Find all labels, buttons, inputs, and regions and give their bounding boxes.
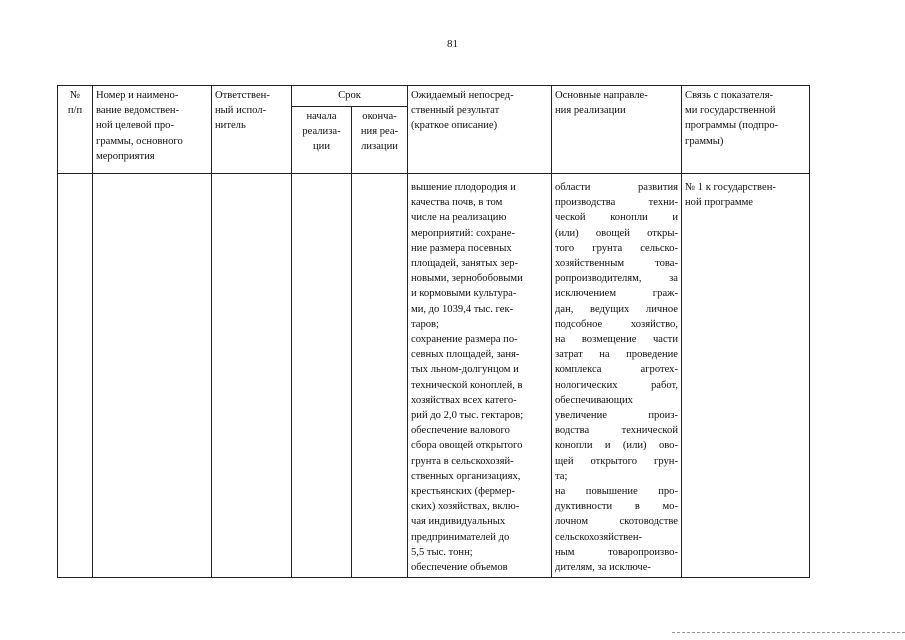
text-line: ственных организациях, (411, 470, 521, 482)
cell-responsible (212, 174, 292, 578)
cell-indicator-link (682, 174, 810, 578)
text-line: севных площадей, заня- (411, 349, 520, 361)
text-line: грунта в сельскохозяй- (411, 455, 514, 467)
text-line: затрат на проведение (555, 349, 678, 361)
text-line: таров; (411, 318, 440, 330)
text-line: ми, до 1039,4 тыс. гек- (411, 303, 514, 315)
cell-end (352, 174, 408, 578)
text-line: (или) овощей откры- (555, 227, 678, 239)
text-line: области развития (555, 182, 678, 193)
text-line: ние размера посевных (411, 242, 512, 254)
text-line: сохранение размера по- (411, 334, 518, 346)
text-line: ских) хозяйствах, вклю- (411, 501, 520, 513)
text-line: качества почв, в том (411, 197, 503, 209)
text-line: рий до 2,0 тыс. гектаров; (411, 410, 524, 422)
text-line: дуктивности в мо- (555, 501, 678, 513)
table-row (58, 174, 810, 578)
header-end: оконча- ния реа- лизации (352, 107, 408, 174)
text-line: мероприятий: сохране- (411, 227, 515, 239)
text-line: та; (555, 470, 568, 482)
text-line: лочном скотоводстве (555, 516, 678, 528)
text-line: нологических работ, (555, 379, 678, 391)
program-activities-table (57, 85, 810, 578)
cell-program-name (93, 174, 212, 578)
text-line: сельскохозяйствен- (555, 531, 643, 543)
cell-start (292, 174, 352, 578)
text-line: комплекса агротех- (555, 364, 678, 376)
text-line: обеспечение валового (411, 425, 510, 437)
text-line: увеличение произ- (555, 410, 678, 422)
text-line: сбора овощей открытого (411, 440, 523, 452)
text-line: новыми, зернобобовыми (411, 273, 523, 285)
text-line: ческой конопли и (555, 212, 678, 224)
text-line: дан, ведущих личное (555, 303, 678, 315)
text-line: конопли и (или) ово- (555, 440, 678, 452)
text-line: тых льном-долгунцом и (411, 364, 519, 376)
header-directions: Основные направле- ния реализации (552, 86, 682, 174)
text-line: на возмещение части (555, 334, 678, 346)
page-number: 81 (447, 38, 458, 50)
text-line: водства технической (555, 425, 678, 437)
text-line: 5,5 тыс. тонн; (411, 546, 473, 558)
header-term: Срок (292, 86, 408, 107)
header-row (58, 86, 810, 107)
text-line: обеспечивающих (555, 394, 633, 406)
text-line: ропроизводителям, за (555, 273, 678, 285)
text-line: исключением граж- (555, 288, 678, 300)
header-expected-result: Ожидаемый непосред- ственный результат (краткое описание) (408, 86, 552, 174)
text-line: на повышение про- (555, 486, 678, 498)
text-line: крестьянских (фермер- (411, 486, 516, 498)
text-line: хозяйствах всех катего- (411, 394, 517, 406)
text-line: щей открытого грун- (555, 455, 678, 467)
text-line: того грунта сельско- (555, 242, 678, 254)
text-line: и кормовыми культура- (411, 288, 517, 300)
text-line: ным товаропроизво- (555, 546, 678, 558)
text-line: подсобное хозяйство, (555, 318, 678, 330)
text-line: площадей, занятых зер- (411, 258, 519, 270)
header-responsible: Ответствен- ный испол- нитель (212, 86, 292, 174)
cell-num (58, 174, 93, 578)
text-line: дителям, за исключе- (555, 562, 651, 574)
directions-text (555, 180, 678, 575)
text-line: вышение плодородия и (411, 182, 516, 193)
text-line: хозяйственным това- (555, 258, 678, 270)
header-start: начала реализа- ции (292, 107, 352, 174)
expected-result-text (411, 180, 548, 575)
scan-edge-line (672, 632, 905, 633)
text-line: производства техни- (555, 197, 678, 209)
header-indicator-link: Связь с показателя- ми государственной программы (подпро- граммы) (682, 86, 810, 174)
text-line: № 1 к государствен- (685, 182, 776, 193)
text-line: технической коноплей, в (411, 379, 523, 391)
cell-directions (552, 174, 682, 578)
text-line: ной программе (685, 197, 754, 209)
indicator-link-text (685, 180, 806, 210)
cell-expected-result (408, 174, 552, 578)
text-line: числе на реализацию (411, 212, 507, 224)
text-line: предпринимателей до (411, 531, 510, 543)
header-program-name: Номер и наимено- вание ведомствен- ной целевой про- граммы, основного мероприятия (93, 86, 212, 174)
header-num: № п/п (58, 86, 93, 174)
text-line: обеспечение объемов (411, 562, 508, 574)
text-line: чая индивидуальных (411, 516, 506, 528)
